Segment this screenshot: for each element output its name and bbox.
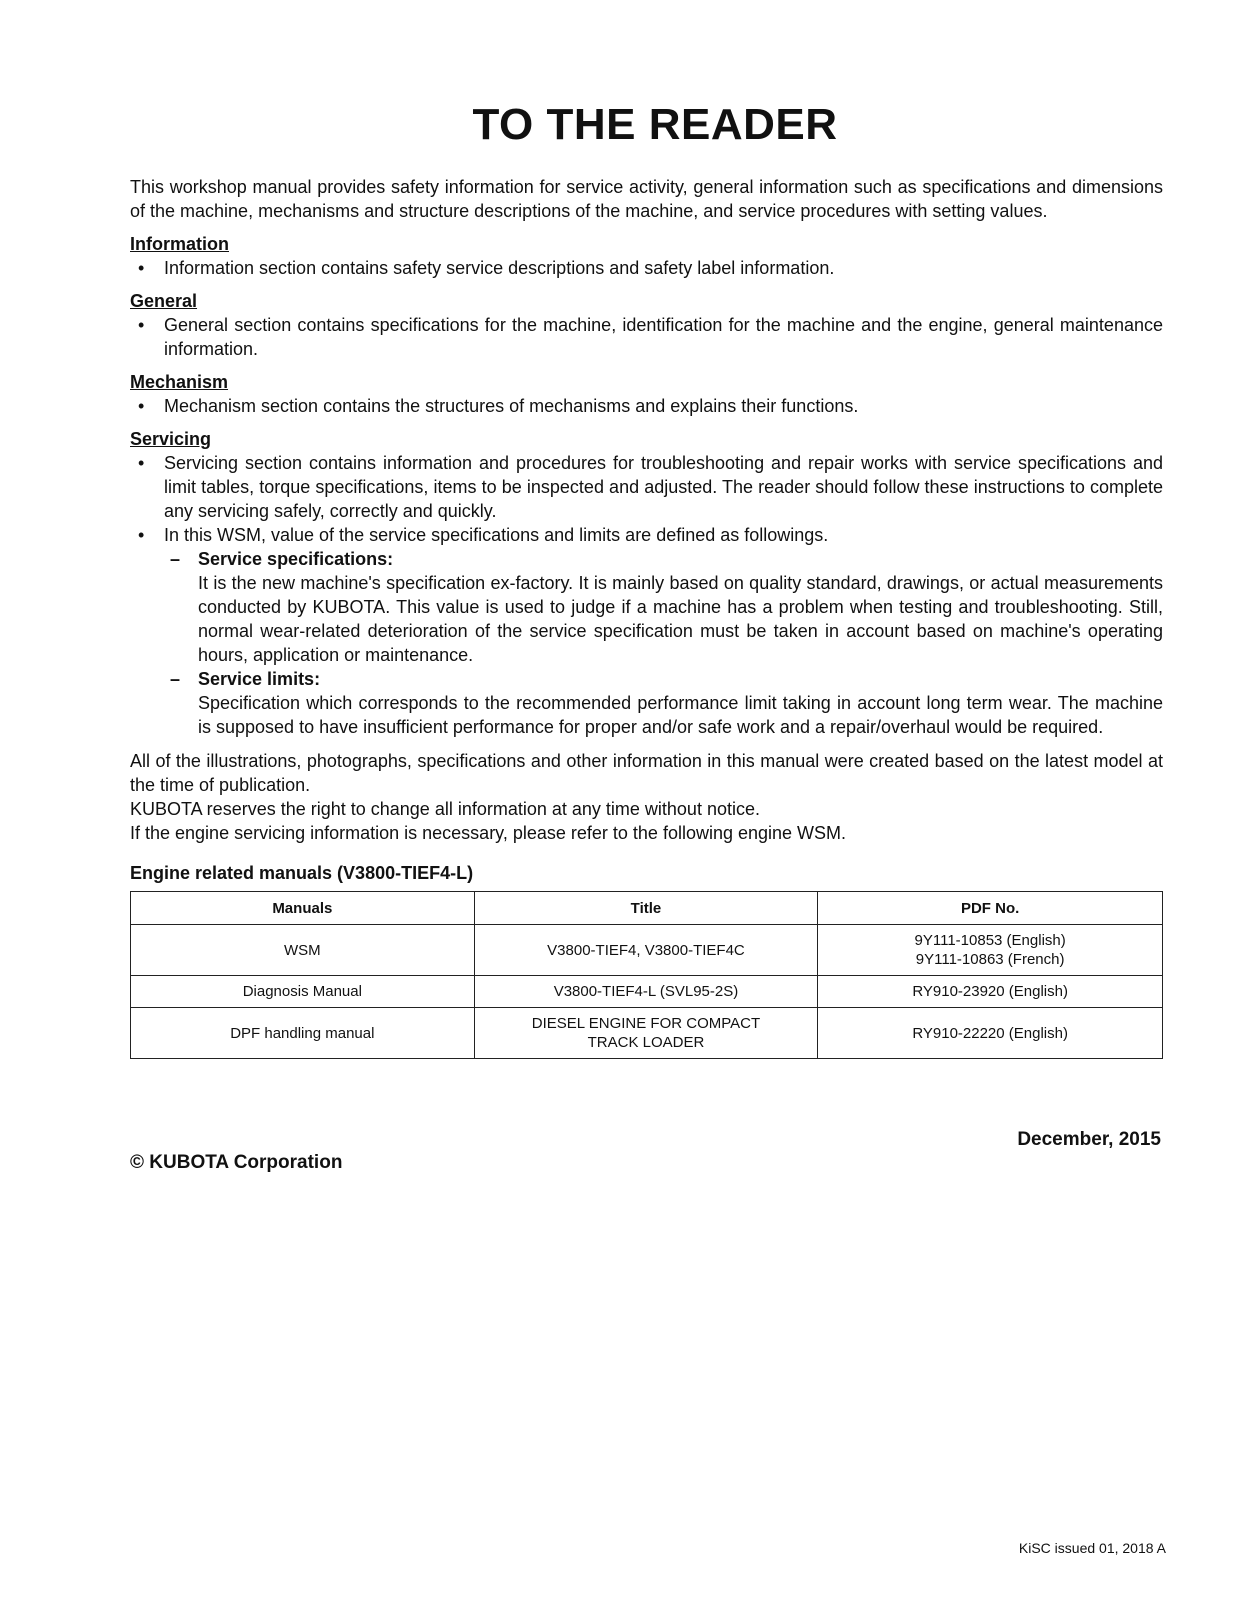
footer-issue-code: KiSC issued 01, 2018 A (1018, 1540, 1166, 1556)
bullet-item (130, 256, 1163, 280)
definition-item (164, 547, 1163, 667)
bullet-mark: • (138, 396, 145, 416)
definition-text: It is the new machine's specification ex-factory. It is mainly based on quality standard, drawings, or actual measurements conducted by KUBOTA. This value is used to judge if a machine has a problem when testing and troubleshooting. Still, normal wear-related deterioration of the service specification must be taken in account based on machine's operating hours, application or maintenance. (198, 573, 1163, 665)
pdf-number: RY910-22220 (English) (912, 1024, 1068, 1042)
cell-title: DIESEL ENGINE FOR COMPACT TRACK LOADER (474, 1008, 818, 1059)
bullet-mark: • (138, 453, 145, 473)
bullet-item (130, 394, 1163, 418)
bullet-item (130, 451, 1163, 523)
intro-paragraph: This workshop manual provides safety information for service activity, general information such as specifications and dimensions of the machine, mechanisms and structure descriptions of the machine, and service procedures with setting values. (130, 177, 1163, 221)
bullet-item (130, 523, 1163, 547)
column-header-manuals: Manuals (131, 892, 475, 925)
bullet-item (130, 313, 1163, 361)
pdf-number: 9Y111-10853 (English) (914, 932, 1066, 949)
cell-title: V3800-TIEF4, V3800-TIEF4C (474, 925, 818, 976)
cell-pdf (818, 925, 1163, 976)
table-row (131, 1008, 1163, 1059)
heading-mechanism: Mechanism (130, 372, 229, 392)
heading-general: General (130, 291, 198, 311)
bullet-text: In this WSM, value of the service specifications and limits are defined as followings. (164, 525, 829, 545)
document-body (130, 175, 1163, 1059)
bullet-text: Information section contains safety service descriptions and safety label information. (164, 258, 835, 278)
dash-mark: – (170, 669, 181, 689)
column-header-pdf: PDF No. (818, 892, 1163, 925)
cell-manual: WSM (131, 925, 475, 976)
definition-text: Specification which corresponds to the recommended performance limit taking in account long term wear. The machine is supposed to have insufficient performance for proper and/or safe work and a repair/overhaul would be required. (198, 693, 1163, 737)
cell-pdf (818, 976, 1163, 1008)
publication-date: December, 2015 (1017, 1129, 1161, 1150)
cell-title: V3800-TIEF4-L (SVL95-2S) (474, 976, 818, 1008)
cell-manual: DPF handling manual (131, 1008, 475, 1059)
bullet-text: Mechanism section contains the structures of mechanisms and explains their functions. (164, 396, 859, 416)
closing-block (130, 749, 1163, 845)
pdf-number: RY910-23920 (English) (912, 983, 1068, 1000)
bullet-mark: • (138, 525, 145, 545)
cell-manual: Diagnosis Manual (131, 976, 475, 1008)
pdf-number: 9Y111-10863 (French) (915, 951, 1065, 968)
copyright-notice: © KUBOTA Corporation (130, 1152, 343, 1173)
bullet-text: General section contains specifications for the machine, identification for the machine and the engine, general maintenance information. (164, 315, 1163, 359)
page-title: TO THE READER (472, 100, 838, 149)
table-row (131, 925, 1163, 976)
closing-paragraph: If the engine servicing information is necessary, please refer to the following engine WSM. (130, 823, 847, 843)
table-row (131, 976, 1163, 1008)
engine-manuals-heading: Engine related manuals (V3800-TIEF4-L) (130, 863, 474, 883)
closing-paragraph: All of the illustrations, photographs, specifications and other information in this manual were created based on the latest model at the time of publication. (130, 751, 1163, 795)
definition-label: Service limits: (198, 669, 321, 689)
column-header-title: Title (474, 892, 818, 925)
engine-manuals-table (130, 891, 1163, 1059)
bullet-text: Servicing section contains information and procedures for troubleshooting and repair works with service specifications and limit tables, torque specifications, items to be inspected and adjusted. The reader should follow these instructions to complete any servicing safely, correctly and quickly. (164, 453, 1163, 521)
heading-information: Information (130, 234, 229, 254)
bullet-mark: • (138, 315, 145, 335)
closing-paragraph: KUBOTA reserves the right to change all information at any time without notice. (130, 799, 760, 819)
table-header-row (131, 892, 1163, 925)
bullet-mark: • (138, 258, 145, 278)
definition-label: Service specifications: (198, 549, 394, 569)
dash-mark: – (170, 549, 181, 569)
definition-item (164, 667, 1163, 739)
heading-servicing: Servicing (130, 429, 212, 449)
cell-pdf (818, 1008, 1163, 1059)
